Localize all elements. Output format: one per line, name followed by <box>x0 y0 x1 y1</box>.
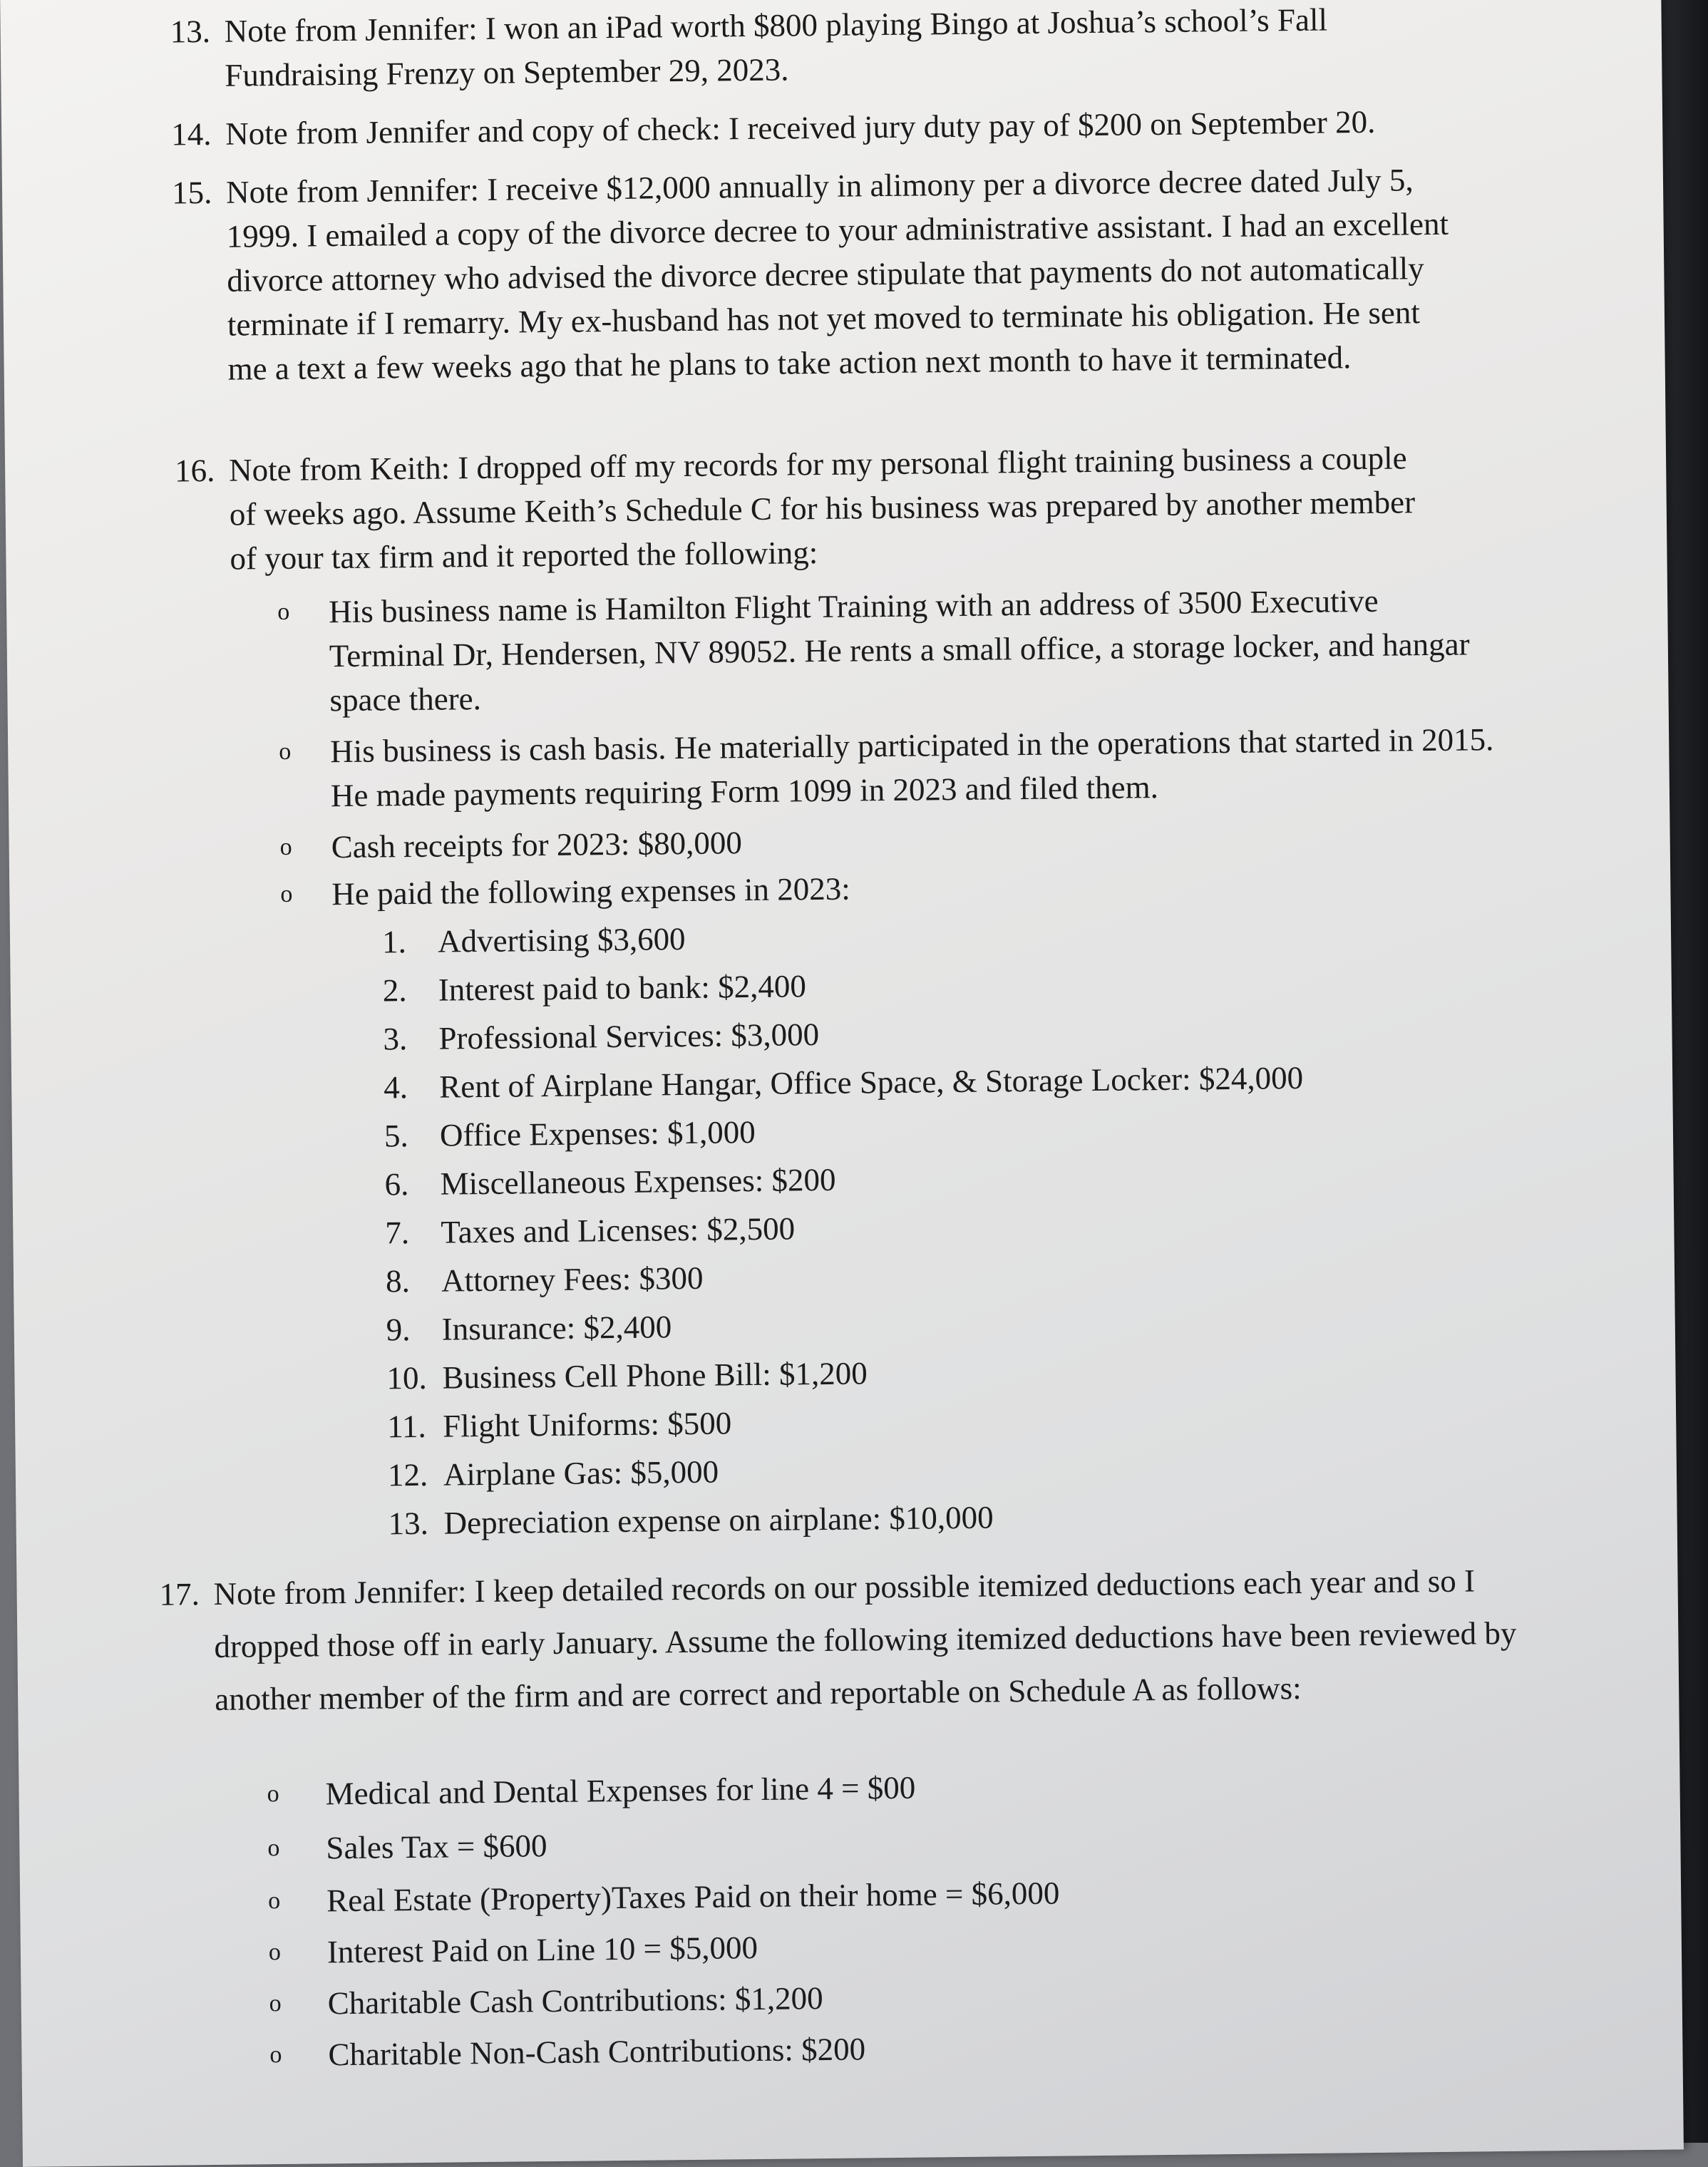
item-text: Note from Jennifer: I keep detailed records on our possible itemized deductions each year and so I dropped those off in early January. Assume the following itemized deductions have been reviewed by another member of the firm and are correct and reportable on Schedule A as follows: <box>213 1563 1517 1717</box>
bullet-marker: o <box>269 2042 282 2069</box>
item-text: Note from Jennifer: I receive $12,000 annually in alimony per a divorce decree dated July 5, 1999. I emailed a copy of the divorce decree to your administrative assistant. I had an excellent divorce attorney who advised the divorce decree stipulate that payments do not automatically terminate if I remarry. My ex-husband has not yet moved to terminate his obligation. He sent me a text a few weeks ago that he plans to take action next month to have it terminated. <box>225 162 1449 387</box>
expense-text: Attorney Fees: $300 <box>441 1260 704 1299</box>
bullet-text: Charitable Cash Contributions: $1,200 <box>327 1980 823 2022</box>
expense-text: Professional Services: $3,000 <box>438 1016 820 1056</box>
item-17 <box>159 1553 1558 1726</box>
bullet-text: Cash receipts for 2023: $80,000 <box>331 825 743 865</box>
expense-item <box>386 1351 868 1400</box>
expense-number: 2. <box>382 972 407 1009</box>
expense-number: 12. <box>387 1456 428 1493</box>
expense-item <box>386 1256 704 1304</box>
bullet-marker: o <box>267 1835 280 1862</box>
deduction-bullet <box>267 1813 1480 1870</box>
bullet-text: He paid the following expenses in 2023: <box>331 870 850 912</box>
expense-text: Airplane Gas: $5,000 <box>443 1453 719 1493</box>
item-number: 14. <box>170 115 212 153</box>
expense-text: Office Expenses: $1,000 <box>439 1113 756 1153</box>
bullet-text: Sales Tax = $600 <box>326 1828 547 1866</box>
expense-item <box>388 1496 994 1546</box>
bullet-marker: o <box>280 880 293 907</box>
deduction-bullet <box>269 2020 1482 2077</box>
expense-number: 9. <box>386 1312 411 1348</box>
expense-text: Advertising $3,600 <box>437 921 686 959</box>
expense-number: 6. <box>384 1166 409 1203</box>
bullet-text: Charitable Non-Cash Contributions: $200 <box>328 2031 866 2073</box>
deduction-bullet <box>269 1918 1481 1975</box>
bullet-marker: o <box>279 833 292 860</box>
item-15 <box>172 158 1464 392</box>
item-number: 16. <box>174 452 215 489</box>
expense-text: Interest paid to bank: $2,400 <box>438 968 807 1008</box>
expense-number: 11. <box>386 1408 427 1445</box>
expense-item <box>384 1056 1304 1110</box>
deduction-bullet <box>268 1866 1481 1923</box>
bullet-marker: o <box>279 738 292 765</box>
bullet-text: His business name is Hamilton Flight Training with an address of 3500 Executive Terminal Dr, Hendersen, NV 89052. He rents a small office, a storage locker, and hangar space there. <box>328 582 1470 719</box>
bullet-marker: o <box>277 598 290 625</box>
expense-text: Insurance: $2,400 <box>441 1309 672 1347</box>
expense-text: Miscellaneous Expenses: $200 <box>440 1161 836 1202</box>
expense-number: 4. <box>383 1069 408 1106</box>
item-number: 15. <box>171 174 212 211</box>
expense-number: 1. <box>381 924 407 960</box>
item-16 <box>175 436 1416 581</box>
expense-item <box>388 1450 719 1498</box>
item-14 <box>171 98 1498 156</box>
expense-number: 5. <box>384 1118 408 1154</box>
item-13 <box>170 0 1411 98</box>
expense-text: Depreciation expense on airplane: $10,000 <box>443 1499 994 1541</box>
expense-item <box>386 1304 672 1352</box>
expense-text: Flight Uniforms: $500 <box>442 1405 732 1444</box>
expense-item <box>385 1206 795 1255</box>
bullet-text: Interest Paid on Line 10 = $5,000 <box>326 1930 758 1970</box>
bullet-marker: o <box>269 1990 282 2017</box>
expense-item <box>382 964 806 1012</box>
item-number: 13. <box>170 13 211 50</box>
item-number: 17. <box>159 1576 200 1612</box>
bullet-marker: o <box>268 1939 282 1966</box>
expense-text: Rent of Airplane Hangar, Office Space, & Storage Locker: $24,000 <box>438 1059 1304 1105</box>
expense-text: Business Cell Phone Bill: $1,200 <box>442 1355 868 1396</box>
item-text: Note from Keith: I dropped off my records for my personal flight training business a couple of weeks ago. Assume Keith’s Schedule C for his business was prepared by another member of your tax firm and it reported the following: <box>228 440 1416 577</box>
expense-item <box>383 1012 819 1061</box>
bullet-marker: o <box>267 1888 281 1915</box>
expense-text: Taxes and Licenses: $2,500 <box>441 1210 796 1250</box>
expense-item <box>382 917 686 964</box>
business-bullet <box>280 860 1507 917</box>
expense-number: 13. <box>388 1505 429 1542</box>
bullet-text: Real Estate (Property)Taxes Paid on their home = $6,000 <box>326 1875 1060 1919</box>
expense-item <box>387 1401 732 1448</box>
deduction-bullet <box>269 1969 1481 2026</box>
expense-item <box>384 1110 756 1158</box>
expense-item <box>384 1158 836 1207</box>
bullet-marker: o <box>267 1781 279 1808</box>
item-text: Note from Jennifer: I won an iPad worth $800 playing Bingo at Joshua’s school’s Fall Fundraising Frenzy on September 29, 2023. <box>224 1 1328 93</box>
item-text: Note from Jennifer and copy of check: I received jury duty pay of $200 on September 20. <box>225 103 1376 152</box>
deduction-bullet <box>267 1759 1479 1816</box>
bullet-text: His business is cash basis. He materially participated in the operations that started in 2015. He made payments requiring Form 1099 in 2023 and filed them. <box>330 721 1494 814</box>
expense-number: 7. <box>385 1215 410 1251</box>
business-bullet <box>277 577 1491 723</box>
business-bullet <box>279 717 1506 818</box>
expense-number: 10. <box>386 1359 427 1396</box>
bullet-text: Medical and Dental Expenses for line 4 = $00 <box>325 1769 916 1812</box>
expense-number: 8. <box>385 1263 411 1299</box>
expense-number: 3. <box>383 1021 408 1057</box>
